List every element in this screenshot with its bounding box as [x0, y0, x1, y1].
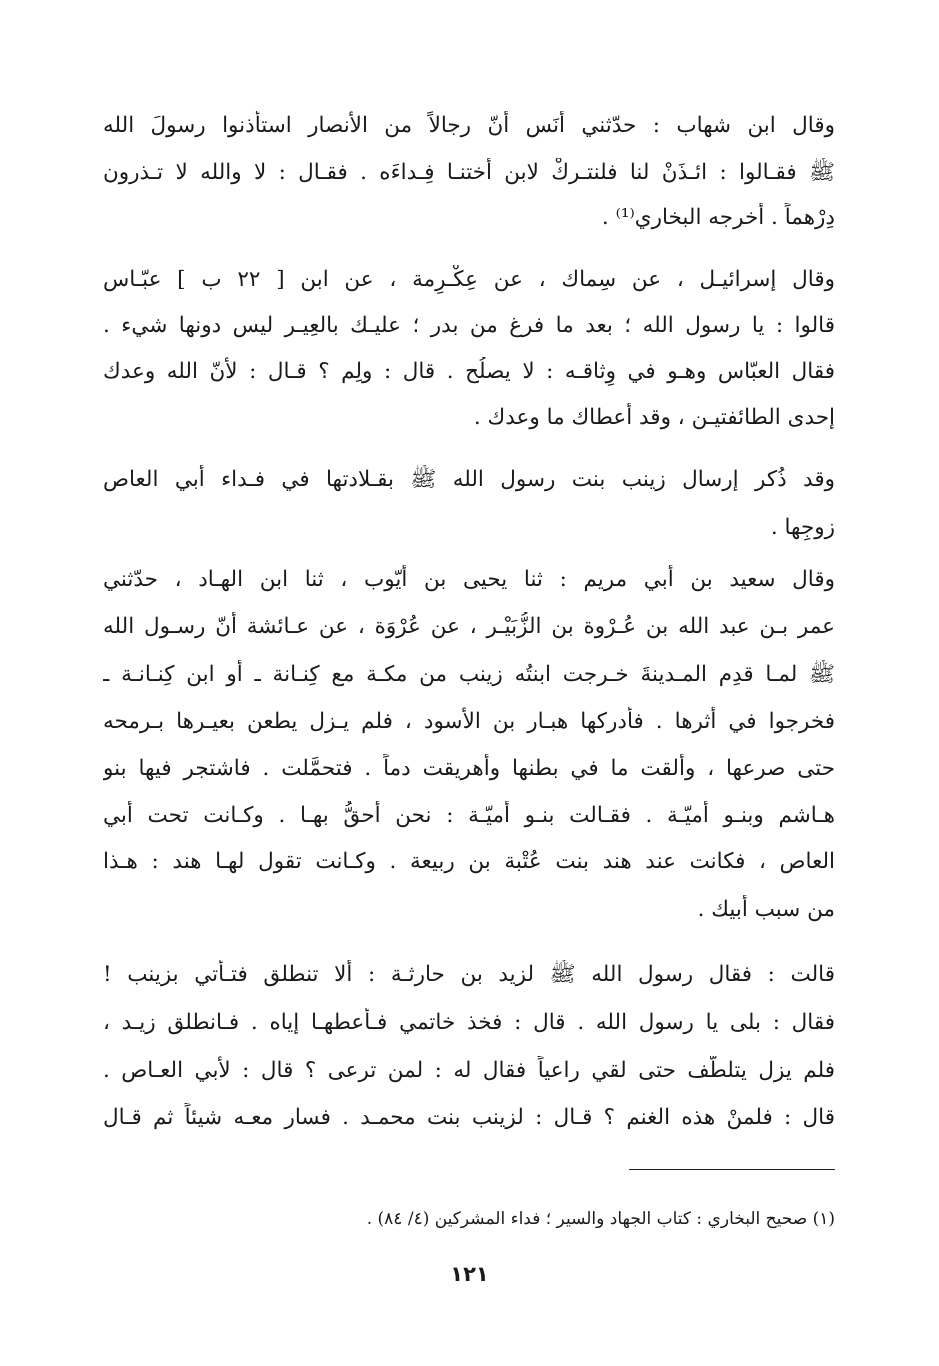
text-line: قالوا : يا رسول الله ؛ بعد ما فرغ من بدر ؛ عليـك بالعِيـر ليس دونها شيء . — [103, 313, 835, 338]
text-line: إحدى الطائفتيـن ، وقد أعطاك ما وعدك . — [473, 405, 835, 430]
text-line: العاص ، فكانت عند هند بنت عُتْبة بن ربيعة . وكـانت تقول لهـا هند : هـذا — [103, 849, 835, 874]
text-line: فلم يزل يتلطّف حتى لقي راعياً فقال له : لمن ترعى ؟ قال : لأبي العـاص . — [103, 1058, 835, 1083]
text-line: فقال العبّاس وهـو في وِثاقـه : لا يصلُح . قال : ولِم ؟ قـال : لأنّ الله وعدك — [103, 359, 835, 384]
page-number: ١٢١ — [450, 1262, 489, 1286]
text-line: وقال سعيد بن أبي مريم : ثنا يحيى بن أيّوب ، ثنا ابن الهـاد ، حدّثني — [103, 567, 835, 592]
text-line: من سبب أبيك . — [697, 897, 835, 922]
text-line: دِرْهماً . أخرجه البخاري⁽¹⁾ . — [601, 205, 835, 230]
text-line: فقال : بلى يا رسول الله . قال : فخذ خاتمي فـأعطهـا إياه . فـانطلق زيـد ، — [103, 1010, 835, 1035]
text-line: زوجِها . — [770, 515, 835, 540]
text-line: وقد ذُكر إرسال زينب بنت رسول الله ﷺ بقـلادتها في فـداء أبي العاص — [103, 467, 835, 492]
text-line: هـاشم وبنـو أُميّـة . فقـالت بنـو أُميّـة : نحن أحقُّ بهـا . وكـانت تحت أبي — [103, 803, 835, 828]
text-line: عمر بـن عبد الله بن عُـرْوة بن الزُّبَيْـر ، عن عُرْوَة ، عن عـائشة أنّ رسـول الله — [103, 614, 835, 639]
text-line: ﷺ فقـالوا : ائـذَنْ لنا فلنتـركْ لابن أختنـا فِـداءَه . فقـال : لا والله لا تـذرون — [103, 160, 835, 185]
text-line: قال : فلمنْ هذه الغنم ؟ قـال : لزينب بنت محمـد . فسار معـه شيئاً ثم قـال — [103, 1105, 835, 1130]
text-line: قالت : فقال رسول الله ﷺ لزيد بن حارثـة : ألا تنطلق فتـأتي بزينب ! — [103, 962, 835, 987]
footnote-divider — [629, 1169, 835, 1170]
text-line: ﷺ لمـا قدِم المـدينةَ خـرجت ابنتُه زينب من مكـة مع كِنـانة ـ أو ابن كِنـانـة ـ — [103, 662, 835, 687]
text-line: وقال ابن شهاب : حدّثني أَنَس أنّ رجالاً من الأنصار استأذنوا رسولَ الله — [103, 113, 835, 138]
text-line: وقال إسرائيـل ، عن سِماك ، عن عِكْـرِمة ، عن ابن [ ٢٢ ب ] عبّـاس — [103, 267, 835, 292]
text-line: فخرجوا في أثرها . فأدركها هبـار بن الأسود ، فلم يـزل يطعن بعيـرها بـرمحه — [103, 709, 835, 734]
text-line: حتى صرعها ، وألقت ما في بطنها وأهريقت دماً . فتحمَّلت . فاشتجر فيها بنو — [103, 756, 835, 781]
footnote: (١) صحيح البخاري : كتاب الجهاد والسير ؛ فداء المشركين (٤/ ٨٤) . — [366, 1209, 835, 1229]
